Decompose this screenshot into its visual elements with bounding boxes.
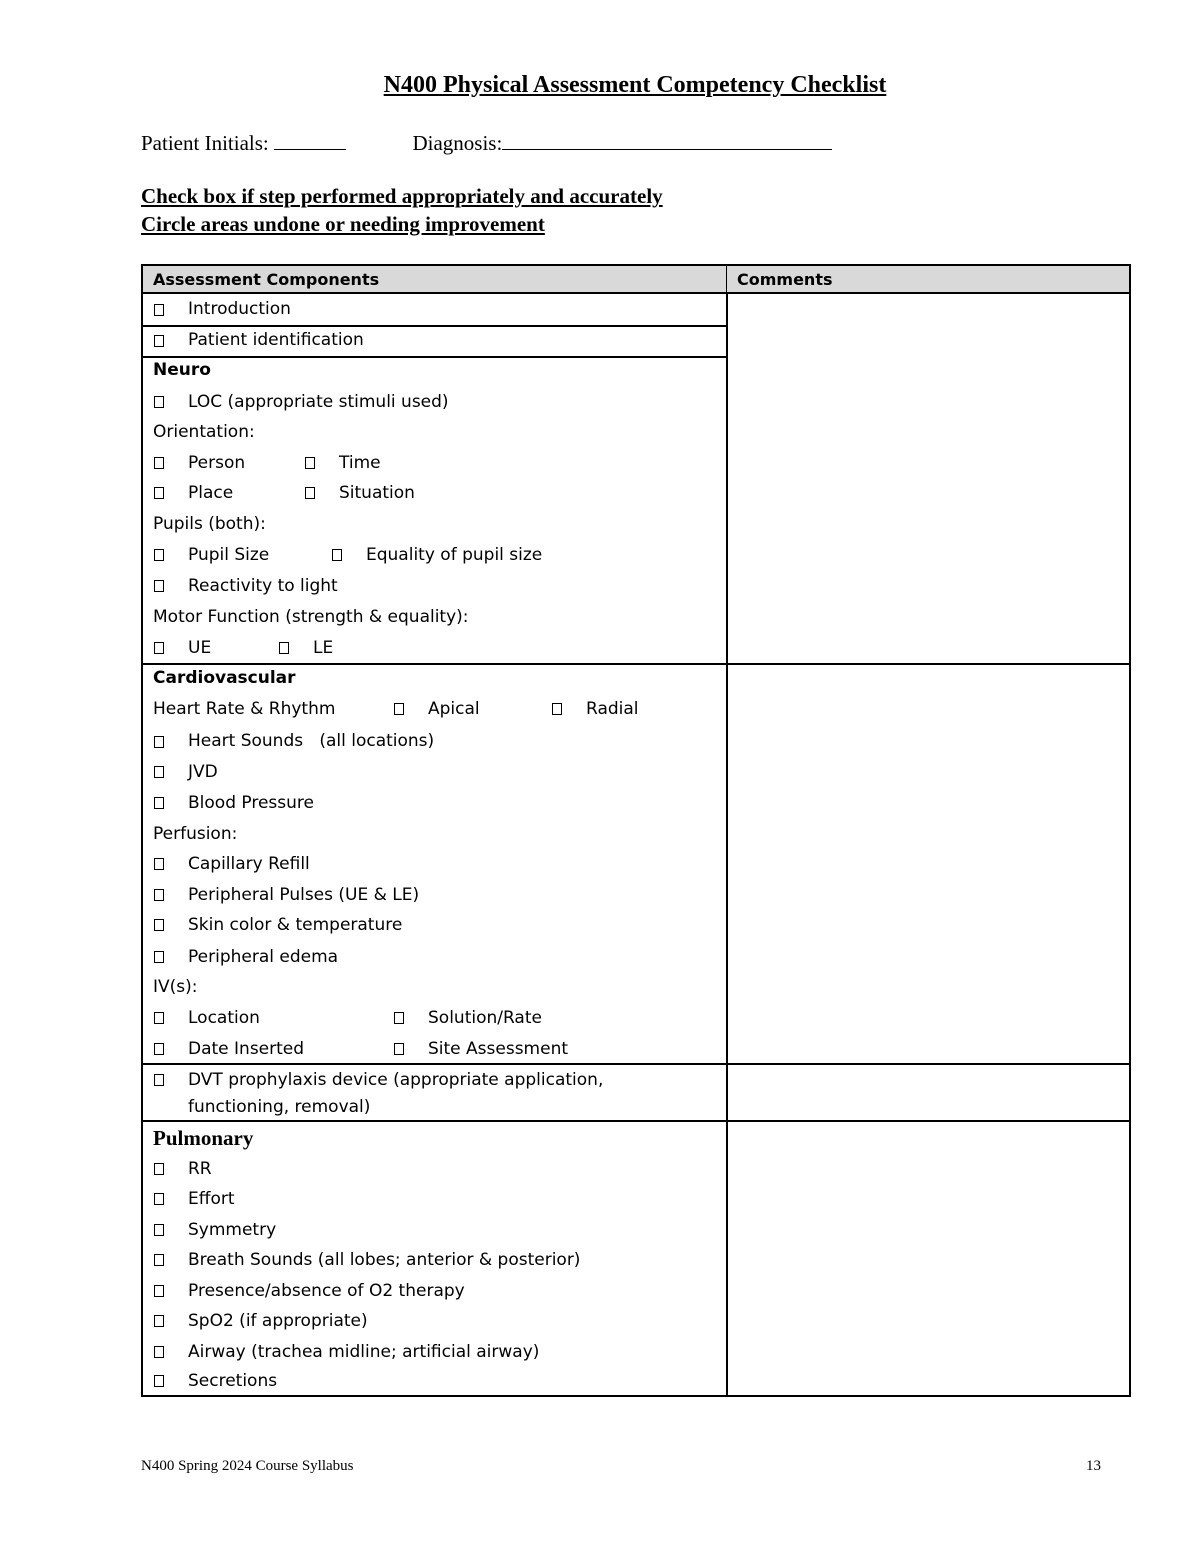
item-airway: Airway (trachea midline; artificial airway) bbox=[188, 1342, 540, 1362]
checkbox[interactable] bbox=[154, 1163, 164, 1175]
item-le: LE bbox=[313, 638, 334, 658]
checkbox[interactable] bbox=[552, 703, 562, 715]
checkbox[interactable] bbox=[154, 487, 164, 499]
item-secretions: Secretions bbox=[188, 1371, 278, 1391]
item-dvt-line1: DVT prophylaxis device (appropriate application, bbox=[188, 1070, 604, 1090]
checkbox[interactable] bbox=[154, 1074, 164, 1086]
item-peripheral-edema: Peripheral edema bbox=[188, 947, 339, 967]
checkbox[interactable] bbox=[154, 766, 164, 778]
patient-initials-blank[interactable] bbox=[274, 130, 346, 150]
checkbox[interactable] bbox=[154, 1346, 164, 1358]
label-orientation: Orientation: bbox=[153, 422, 255, 442]
checkbox[interactable] bbox=[332, 549, 342, 561]
checkbox[interactable] bbox=[154, 1224, 164, 1236]
label-motor: Motor Function (strength & equality): bbox=[153, 607, 469, 627]
item-dvt-line2: functioning, removal) bbox=[188, 1097, 371, 1117]
checkbox[interactable] bbox=[154, 304, 164, 316]
item-time: Time bbox=[339, 453, 381, 473]
row-divider bbox=[143, 356, 727, 358]
item-skin-color: Skin color & temperature bbox=[188, 915, 403, 935]
checkbox[interactable] bbox=[394, 1012, 404, 1024]
item-iv-location: Location bbox=[188, 1008, 260, 1028]
checkbox[interactable] bbox=[154, 457, 164, 469]
row-divider bbox=[143, 663, 1129, 665]
checkbox[interactable] bbox=[394, 1043, 404, 1055]
checkbox[interactable] bbox=[154, 1012, 164, 1024]
item-jvd: JVD bbox=[188, 762, 218, 782]
instruction-circle: Circle areas undone or needing improvement bbox=[141, 212, 545, 236]
section-cardiovascular: Cardiovascular bbox=[153, 668, 296, 688]
item-patient-identification: Patient identification bbox=[188, 330, 364, 350]
label-pupils: Pupils (both): bbox=[153, 514, 266, 534]
header-comments: Comments bbox=[727, 266, 1129, 294]
item-effort: Effort bbox=[188, 1189, 235, 1209]
checkbox[interactable] bbox=[394, 703, 404, 715]
item-heart-sounds: Heart Sounds (all locations) bbox=[188, 731, 435, 751]
item-capillary-refill: Capillary Refill bbox=[188, 854, 310, 874]
item-rr: RR bbox=[188, 1159, 212, 1179]
item-blood-pressure: Blood Pressure bbox=[188, 793, 314, 813]
item-pupil-size: Pupil Size bbox=[188, 545, 270, 565]
checkbox[interactable] bbox=[154, 797, 164, 809]
item-pupil-equality: Equality of pupil size bbox=[366, 545, 543, 565]
section-neuro: Neuro bbox=[153, 360, 211, 380]
item-breath-sounds: Breath Sounds (all lobes; anterior & posterior) bbox=[188, 1250, 581, 1270]
item-person: Person bbox=[188, 453, 246, 473]
checkbox[interactable] bbox=[154, 1375, 164, 1387]
item-iv-solution: Solution/Rate bbox=[428, 1008, 542, 1028]
checkbox[interactable] bbox=[154, 736, 164, 748]
checkbox[interactable] bbox=[154, 1254, 164, 1266]
instruction-check: Check box if step performed appropriately and accurately bbox=[141, 184, 663, 208]
checkbox[interactable] bbox=[154, 951, 164, 963]
row-divider bbox=[143, 1063, 1129, 1065]
item-apical: Apical bbox=[428, 699, 480, 719]
label-heart-rate: Heart Rate & Rhythm bbox=[153, 699, 336, 719]
checkbox[interactable] bbox=[305, 457, 315, 469]
label-iv: IV(s): bbox=[153, 977, 198, 997]
checkbox[interactable] bbox=[154, 1315, 164, 1327]
item-symmetry: Symmetry bbox=[188, 1220, 277, 1240]
item-spo2: SpO2 (if appropriate) bbox=[188, 1311, 368, 1331]
column-divider bbox=[726, 294, 728, 1395]
checkbox[interactable] bbox=[154, 919, 164, 931]
item-introduction: Introduction bbox=[188, 299, 291, 319]
checkbox[interactable] bbox=[154, 1043, 164, 1055]
header-components: Assessment Components bbox=[143, 266, 727, 294]
row-divider bbox=[143, 1120, 1129, 1122]
item-iv-date: Date Inserted bbox=[188, 1039, 305, 1059]
checklist-table bbox=[141, 264, 1131, 1397]
checkbox[interactable] bbox=[154, 642, 164, 654]
page-title: N400 Physical Assessment Competency Checklist bbox=[383, 72, 887, 98]
item-situation: Situation bbox=[339, 483, 415, 503]
checkbox[interactable] bbox=[154, 335, 164, 347]
item-iv-site: Site Assessment bbox=[428, 1039, 569, 1059]
checkbox[interactable] bbox=[305, 487, 315, 499]
item-radial: Radial bbox=[586, 699, 639, 719]
section-pulmonary: Pulmonary bbox=[153, 1126, 254, 1150]
footer-page-number: 13 bbox=[1086, 1458, 1101, 1474]
label-perfusion: Perfusion: bbox=[153, 824, 238, 844]
diagnosis-label: Diagnosis: bbox=[412, 131, 503, 155]
checkbox[interactable] bbox=[154, 1193, 164, 1205]
item-loc: LOC (appropriate stimuli used) bbox=[188, 392, 449, 412]
checkbox[interactable] bbox=[154, 549, 164, 561]
checkbox[interactable] bbox=[154, 396, 164, 408]
row-divider bbox=[143, 325, 727, 327]
checkbox[interactable] bbox=[154, 858, 164, 870]
patient-info-line bbox=[141, 130, 832, 156]
diagnosis-blank[interactable] bbox=[502, 130, 832, 150]
checkbox[interactable] bbox=[279, 642, 289, 654]
item-ue: UE bbox=[188, 638, 212, 658]
item-peripheral-pulses: Peripheral Pulses (UE & LE) bbox=[188, 885, 420, 905]
item-o2-therapy: Presence/absence of O2 therapy bbox=[188, 1281, 465, 1301]
checkbox[interactable] bbox=[154, 1285, 164, 1297]
checkbox[interactable] bbox=[154, 889, 164, 901]
checkbox[interactable] bbox=[154, 580, 164, 592]
item-reactivity: Reactivity to light bbox=[188, 576, 338, 596]
patient-initials-label: Patient Initials: bbox=[141, 131, 269, 155]
footer-course: N400 Spring 2024 Course Syllabus bbox=[141, 1458, 354, 1474]
item-place: Place bbox=[188, 483, 234, 503]
